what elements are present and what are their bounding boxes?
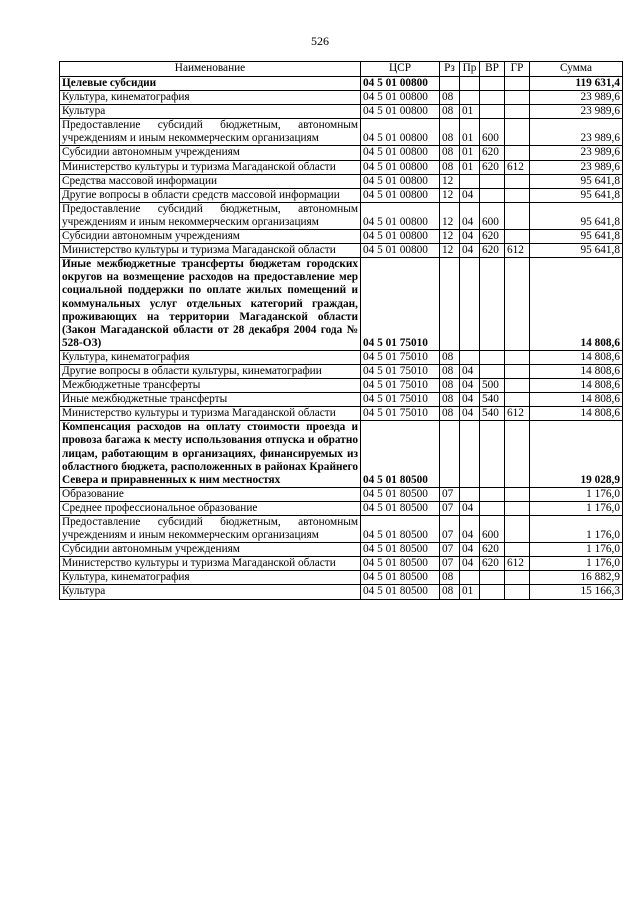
cell-rz: 12 xyxy=(440,188,460,202)
cell-rz: 08 xyxy=(440,407,460,421)
cell-name: Компенсация расходов на оплату стоимости проезда и провоза багажа к месту использования отпуска и обратно лицам, работающим в организациях, финансируемых из областного бюджета, расположенных в районах Крайнего Севера и приравненных к ним местностях xyxy=(60,421,361,487)
table-row xyxy=(60,393,623,407)
cell-name: Иные межбюджетные трансферты бюджетам городских округов на возмещение расходов на предоставление мер социальной поддержки по оплате жилых помещений и коммунальных услуг отдельных категорий граждан, проживающих на территории Магаданской области (Закон Магаданской области от 28 декабря 2004 года № 528-ОЗ) xyxy=(60,258,361,351)
cell-pr: 04 xyxy=(460,244,480,258)
header-pr: Пр xyxy=(460,62,480,77)
cell-rz: 07 xyxy=(440,487,460,501)
cell-sum: 14 808,6 xyxy=(530,350,623,364)
cell-rz xyxy=(440,421,460,487)
cell-sum: 1 176,0 xyxy=(530,516,623,543)
cell-rz: 08 xyxy=(440,105,460,119)
cell-gr xyxy=(505,585,530,599)
header-gr: ГР xyxy=(505,62,530,77)
cell-csr: 04 5 01 75010 xyxy=(361,258,440,351)
cell-name: Образование xyxy=(60,487,361,501)
cell-csr: 04 5 01 00800 xyxy=(361,91,440,105)
cell-csr: 04 5 01 80500 xyxy=(361,571,440,585)
cell-rz: 07 xyxy=(440,501,460,515)
cell-sum: 23 989,6 xyxy=(530,146,623,160)
cell-csr: 04 5 01 00800 xyxy=(361,160,440,174)
cell-rz: 08 xyxy=(440,393,460,407)
cell-sum: 1 176,0 xyxy=(530,501,623,515)
header-sum: Сумма xyxy=(530,62,623,77)
cell-name: Другие вопросы в области средств массовой информации xyxy=(60,188,361,202)
cell-name: Министерство культуры и туризма Магаданской области xyxy=(60,557,361,571)
cell-pr xyxy=(460,91,480,105)
cell-pr: 04 xyxy=(460,202,480,229)
cell-sum: 95 641,8 xyxy=(530,174,623,188)
cell-vr xyxy=(480,188,505,202)
cell-gr xyxy=(505,516,530,543)
table-row xyxy=(60,258,623,351)
cell-vr xyxy=(480,350,505,364)
budget-table xyxy=(59,61,623,600)
cell-rz: 08 xyxy=(440,379,460,393)
cell-gr xyxy=(505,188,530,202)
cell-gr xyxy=(505,119,530,146)
table-row xyxy=(60,105,623,119)
cell-csr: 04 5 01 80500 xyxy=(361,487,440,501)
table-body xyxy=(60,77,623,600)
cell-pr: 01 xyxy=(460,119,480,146)
header-csr: ЦСР xyxy=(361,62,440,77)
cell-pr: 04 xyxy=(460,188,480,202)
table-row xyxy=(60,571,623,585)
cell-sum: 16 882,9 xyxy=(530,571,623,585)
table-row xyxy=(60,119,623,146)
cell-gr xyxy=(505,230,530,244)
cell-sum: 14 808,6 xyxy=(530,379,623,393)
cell-name: Субсидии автономным учреждениям xyxy=(60,230,361,244)
cell-name: Министерство культуры и туризма Магаданской области xyxy=(60,160,361,174)
cell-pr: 01 xyxy=(460,105,480,119)
cell-csr: 04 5 01 00800 xyxy=(361,146,440,160)
cell-vr: 600 xyxy=(480,516,505,543)
cell-gr xyxy=(505,258,530,351)
cell-name: Предоставление субсидий бюджетным, автономным учреждениям и иным некоммерческим организациям xyxy=(60,516,361,543)
cell-csr: 04 5 01 80500 xyxy=(361,557,440,571)
cell-csr: 04 5 01 00800 xyxy=(361,174,440,188)
cell-gr xyxy=(505,91,530,105)
cell-csr: 04 5 01 80500 xyxy=(361,421,440,487)
cell-pr xyxy=(460,258,480,351)
cell-pr: 01 xyxy=(460,160,480,174)
cell-name: Иные межбюджетные трансферты xyxy=(60,393,361,407)
cell-vr xyxy=(480,487,505,501)
cell-vr xyxy=(480,174,505,188)
cell-vr: 620 xyxy=(480,543,505,557)
cell-sum: 95 641,8 xyxy=(530,244,623,258)
cell-vr xyxy=(480,421,505,487)
cell-vr xyxy=(480,77,505,91)
cell-sum: 15 166,3 xyxy=(530,585,623,599)
cell-rz: 12 xyxy=(440,202,460,229)
table-row xyxy=(60,516,623,543)
cell-vr: 600 xyxy=(480,119,505,146)
cell-gr xyxy=(505,364,530,378)
cell-name: Министерство культуры и туризма Магаданской области xyxy=(60,407,361,421)
cell-rz: 07 xyxy=(440,557,460,571)
cell-sum: 23 989,6 xyxy=(530,119,623,146)
cell-csr: 04 5 01 80500 xyxy=(361,501,440,515)
cell-sum: 14 808,6 xyxy=(530,258,623,351)
cell-vr: 620 xyxy=(480,230,505,244)
table-row xyxy=(60,487,623,501)
table-row xyxy=(60,244,623,258)
cell-name: Культура, кинематография xyxy=(60,571,361,585)
cell-gr: 612 xyxy=(505,407,530,421)
table-row xyxy=(60,379,623,393)
cell-rz: 08 xyxy=(440,91,460,105)
cell-rz xyxy=(440,258,460,351)
cell-rz: 08 xyxy=(440,585,460,599)
cell-name: Другие вопросы в области культуры, кинематографии xyxy=(60,364,361,378)
cell-pr: 04 xyxy=(460,230,480,244)
cell-pr xyxy=(460,487,480,501)
table-row xyxy=(60,146,623,160)
cell-pr: 04 xyxy=(460,543,480,557)
cell-rz: 12 xyxy=(440,230,460,244)
cell-sum: 119 631,4 xyxy=(530,77,623,91)
cell-vr xyxy=(480,258,505,351)
cell-gr xyxy=(505,202,530,229)
cell-pr: 01 xyxy=(460,146,480,160)
cell-rz: 07 xyxy=(440,516,460,543)
cell-rz: 12 xyxy=(440,174,460,188)
cell-sum: 23 989,6 xyxy=(530,160,623,174)
cell-gr xyxy=(505,105,530,119)
cell-name: Предоставление субсидий бюджетным, автономным учреждениям и иным некоммерческим организациям xyxy=(60,119,361,146)
cell-rz: 12 xyxy=(440,244,460,258)
cell-pr xyxy=(460,77,480,91)
cell-gr: 612 xyxy=(505,557,530,571)
cell-vr: 540 xyxy=(480,393,505,407)
cell-sum: 95 641,8 xyxy=(530,202,623,229)
table-row xyxy=(60,188,623,202)
header-name: Наименование xyxy=(60,62,361,77)
header-vr: ВР xyxy=(480,62,505,77)
cell-gr xyxy=(505,571,530,585)
cell-gr xyxy=(505,421,530,487)
table-header-row xyxy=(60,62,623,77)
cell-gr xyxy=(505,543,530,557)
table-row xyxy=(60,557,623,571)
cell-rz: 08 xyxy=(440,119,460,146)
cell-rz: 08 xyxy=(440,364,460,378)
cell-gr xyxy=(505,487,530,501)
cell-sum: 23 989,6 xyxy=(530,105,623,119)
cell-name: Межбюджетные трансферты xyxy=(60,379,361,393)
cell-gr xyxy=(505,350,530,364)
table-row xyxy=(60,501,623,515)
cell-name: Культура xyxy=(60,105,361,119)
page-number: 526 xyxy=(311,34,329,48)
cell-name: Субсидии автономным учреждениям xyxy=(60,543,361,557)
cell-pr: 01 xyxy=(460,585,480,599)
cell-rz: 08 xyxy=(440,160,460,174)
table-row xyxy=(60,77,623,91)
cell-rz: 08 xyxy=(440,350,460,364)
cell-vr xyxy=(480,571,505,585)
cell-gr xyxy=(505,77,530,91)
cell-name: Министерство культуры и туризма Магаданской области xyxy=(60,244,361,258)
cell-sum: 1 176,0 xyxy=(530,543,623,557)
table-row xyxy=(60,543,623,557)
cell-csr: 04 5 01 00800 xyxy=(361,230,440,244)
cell-pr: 04 xyxy=(460,393,480,407)
cell-csr: 04 5 01 75010 xyxy=(361,407,440,421)
cell-name: Культура, кинематография xyxy=(60,91,361,105)
cell-name: Субсидии автономным учреждениям xyxy=(60,146,361,160)
cell-vr: 540 xyxy=(480,407,505,421)
cell-pr: 04 xyxy=(460,557,480,571)
table-row xyxy=(60,160,623,174)
cell-csr: 04 5 01 75010 xyxy=(361,350,440,364)
table-row xyxy=(60,174,623,188)
cell-csr: 04 5 01 00800 xyxy=(361,119,440,146)
header-rz: Рз xyxy=(440,62,460,77)
cell-name: Среднее профессиональное образование xyxy=(60,501,361,515)
cell-sum: 14 808,6 xyxy=(530,393,623,407)
cell-sum: 95 641,8 xyxy=(530,188,623,202)
cell-sum: 95 641,8 xyxy=(530,230,623,244)
cell-gr xyxy=(505,393,530,407)
cell-sum: 14 808,6 xyxy=(530,407,623,421)
cell-csr: 04 5 01 75010 xyxy=(361,364,440,378)
cell-csr: 04 5 01 75010 xyxy=(361,393,440,407)
table-row xyxy=(60,407,623,421)
table-row xyxy=(60,230,623,244)
cell-csr: 04 5 01 80500 xyxy=(361,585,440,599)
cell-csr: 04 5 01 00800 xyxy=(361,77,440,91)
cell-vr: 620 xyxy=(480,557,505,571)
cell-csr: 04 5 01 00800 xyxy=(361,202,440,229)
cell-csr: 04 5 01 00800 xyxy=(361,244,440,258)
cell-vr: 620 xyxy=(480,146,505,160)
cell-sum: 1 176,0 xyxy=(530,557,623,571)
table-row xyxy=(60,350,623,364)
cell-gr: 612 xyxy=(505,244,530,258)
cell-sum: 19 028,9 xyxy=(530,421,623,487)
cell-rz: 08 xyxy=(440,146,460,160)
cell-gr: 612 xyxy=(505,160,530,174)
cell-vr xyxy=(480,105,505,119)
table-row xyxy=(60,364,623,378)
cell-pr: 04 xyxy=(460,364,480,378)
cell-pr xyxy=(460,350,480,364)
cell-vr xyxy=(480,91,505,105)
cell-vr: 620 xyxy=(480,244,505,258)
cell-vr: 620 xyxy=(480,160,505,174)
cell-name: Целевые субсидии xyxy=(60,77,361,91)
cell-csr: 04 5 01 00800 xyxy=(361,105,440,119)
table-row xyxy=(60,91,623,105)
cell-name: Культура xyxy=(60,585,361,599)
table-row xyxy=(60,202,623,229)
cell-pr xyxy=(460,571,480,585)
cell-gr xyxy=(505,146,530,160)
cell-rz: 07 xyxy=(440,543,460,557)
cell-csr: 04 5 01 80500 xyxy=(361,516,440,543)
cell-sum: 23 989,6 xyxy=(530,91,623,105)
cell-gr xyxy=(505,379,530,393)
cell-csr: 04 5 01 00800 xyxy=(361,188,440,202)
cell-vr: 500 xyxy=(480,379,505,393)
cell-name: Предоставление субсидий бюджетным, автономным учреждениям и иным некоммерческим организациям xyxy=(60,202,361,229)
cell-vr xyxy=(480,585,505,599)
cell-pr xyxy=(460,421,480,487)
cell-sum: 14 808,6 xyxy=(530,364,623,378)
cell-vr xyxy=(480,364,505,378)
cell-vr xyxy=(480,501,505,515)
cell-name: Культура, кинематография xyxy=(60,350,361,364)
cell-pr xyxy=(460,174,480,188)
cell-pr: 04 xyxy=(460,379,480,393)
table-row xyxy=(60,421,623,487)
cell-rz: 08 xyxy=(440,571,460,585)
cell-vr: 600 xyxy=(480,202,505,229)
cell-pr: 04 xyxy=(460,516,480,543)
cell-gr xyxy=(505,174,530,188)
cell-rz xyxy=(440,77,460,91)
cell-pr: 04 xyxy=(460,501,480,515)
cell-name: Средства массовой информации xyxy=(60,174,361,188)
cell-csr: 04 5 01 80500 xyxy=(361,543,440,557)
cell-sum: 1 176,0 xyxy=(530,487,623,501)
table-row xyxy=(60,585,623,599)
cell-csr: 04 5 01 75010 xyxy=(361,379,440,393)
cell-gr xyxy=(505,501,530,515)
cell-pr: 04 xyxy=(460,407,480,421)
